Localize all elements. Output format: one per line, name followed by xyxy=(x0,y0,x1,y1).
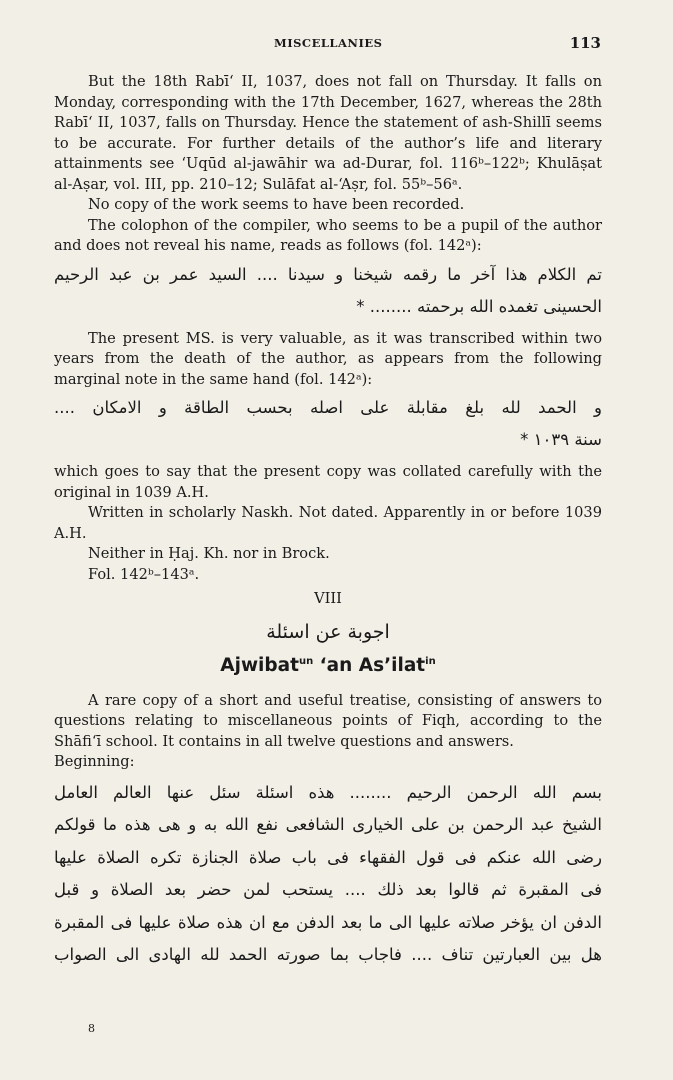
section-title-english xyxy=(54,652,602,677)
page-body xyxy=(54,72,602,978)
paragraph-ms-value: The present MS. is very valuable, as it was transcribed within two years from the death of the author, as appears from the following marginal note in the same hand (fol. 142ᵃ): xyxy=(54,329,602,388)
section-title-arabic: اجوبة عن اسئلة xyxy=(266,620,390,643)
marginal-note-line: سنة ١٠٣٩ * xyxy=(520,430,602,449)
signature-mark: 8 xyxy=(88,1022,95,1035)
page-number: 113 xyxy=(569,34,601,52)
beginning-line: الدفن ان يؤخر صلاته عليها الى ما بعد الدفن مع ان هذه صلاة عليها فى المقبرة xyxy=(54,912,602,932)
beginning-line: بسم الله الرحمن الرحيم ........ هذه اسئلة سئل عنها العالم العامل xyxy=(54,782,602,802)
beginning-label: Beginning: xyxy=(54,753,135,771)
beginning-line: هل بين العبارتين تناف .... فاجاب بما صورته الحمد لله الهادى الى الصواب xyxy=(54,945,602,965)
marginal-note-arabic xyxy=(54,392,602,456)
marginal-note-line: و الحمد لله بلغ مقابلة على اصله بحسب الطاقة و الامكان .... xyxy=(54,398,602,417)
title-superscript: in xyxy=(425,656,436,667)
paragraph-written: Written in scholarly Naskh. Not dated. Apparently in or before 1039 A.H. xyxy=(54,504,602,542)
paragraph-no-copy: No copy of the work seems to have been recorded. xyxy=(88,196,465,213)
beginning-line: فى المقبرة ثم قالوا بعد ذلك .... يستحب لمن حضر بعد الصلاة و قبل xyxy=(54,880,602,900)
title-part: ‘an As’ilat xyxy=(313,655,426,677)
colophon-arabic xyxy=(54,259,602,323)
paragraph-colophon-intro: The colophon of the compiler, who seems to be a pupil of the author and does not reveal his name, reads as follows (fol. 142ᵃ): xyxy=(54,216,602,254)
running-title: MISCELLANIES xyxy=(274,36,383,50)
beginning-line: الشيخ عبد الرحمن بن على الخيارى الشافعى نفع الله به و هى هذه ما قولكم xyxy=(54,815,602,835)
paragraph-not-in: Neither in Ḥaj. Kh. nor in Brock. xyxy=(88,545,330,562)
section-number: VIII xyxy=(314,590,342,607)
paragraph-description: A rare copy of a short and useful treatise, consisting of answers to questions relating to miscellaneous points of Fiqh, according to the Shāfi‘ī school. It contains in all twelve questions and answers. xyxy=(54,691,602,750)
colophon-line: تم الكلام هذا آخر ما رقمه شيخنا و سيدنا .... السيد عمر بن عبد الرحيم xyxy=(54,264,602,284)
title-part: Ajwibat xyxy=(220,655,299,677)
beginning-line: رضى الله عنكم فى قول الفقهاء فى باب صلاة الجنازة تكره الصلاة عليها xyxy=(54,847,602,867)
colophon-line: الحسينى تغمده الله برحمته ........ * xyxy=(356,296,602,316)
title-superscript: un xyxy=(298,656,314,667)
folio-reference: Fol. 142ᵇ–143ᵃ. xyxy=(88,565,200,583)
paragraph-date-discussion: But the 18th Rabī‘ II, 1037, does not fall on Thursday. It falls on Monday, corresponding with the 17th December, 1627, whereas the 28th Rabī‘ II, 1037, falls on Thursday. Hence the statement of ash-Shillī seems to be accurate. For further details of the author’s life and literary attainments see ‘Uqūd al-jawāhir wa ad-Durar, fol. 116ᵇ–122ᵇ; Khulāṣat al-Aṣar, vol. III, pp. 210–12; Sulāfat al-‘Aṣr, fol. 55ᵇ–56ᵃ. xyxy=(54,73,602,193)
beginning-arabic xyxy=(54,777,602,972)
paragraph-collated: which goes to say that the present copy was collated carefully with the original in 1039 A.H. xyxy=(54,463,602,501)
running-head xyxy=(0,36,673,52)
